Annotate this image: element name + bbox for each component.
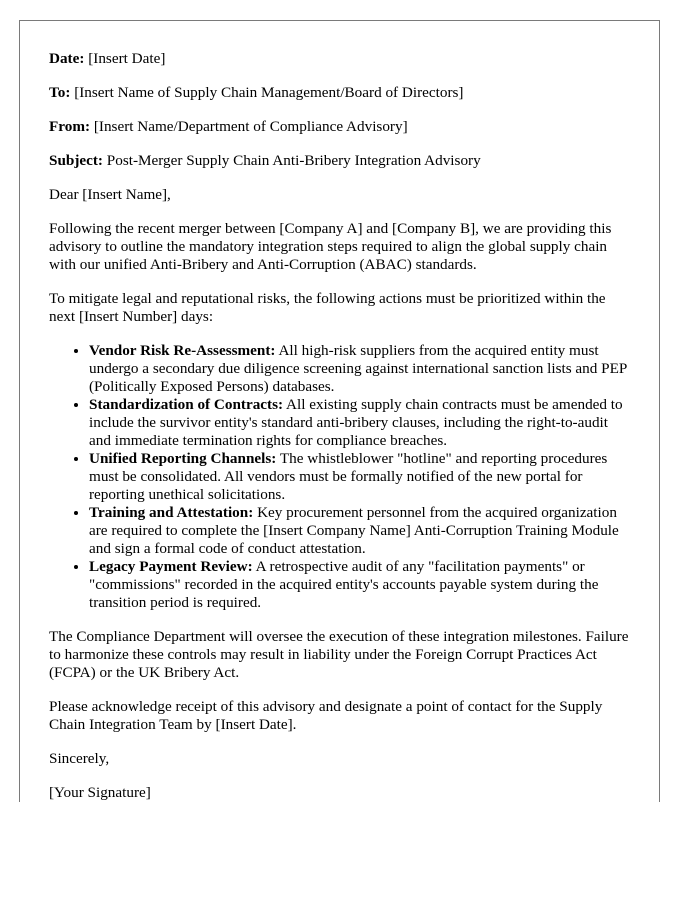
- action-title: Vendor Risk Re-Assessment:: [89, 342, 276, 359]
- subject-label: Subject:: [49, 152, 103, 169]
- salutation: Dear [Insert Name],: [49, 186, 171, 203]
- list-item: [89, 450, 630, 504]
- intro-paragraph: Following the recent merger between [Company A] and [Company B], we are providing this advisory to outline the mandatory integration steps required to align the global supply chain with our unified Anti-Bribery and Anti-Corruption (ABAC) standards.: [49, 220, 612, 273]
- from-line: [49, 118, 630, 136]
- action-title: Unified Reporting Channels:: [89, 450, 277, 467]
- to-line: [49, 84, 630, 102]
- list-item: [89, 558, 630, 612]
- action-text: All high-risk suppliers from the acquired entity must undergo a secondary due diligence screening against international sanction lists and PEP (Politically Exposed Persons) databases.: [89, 342, 627, 395]
- from-value: [Insert Name/Department of Compliance Advisory]: [93, 118, 408, 135]
- date-value: [Insert Date]: [88, 50, 166, 67]
- date-label: Date:: [49, 50, 85, 67]
- signature-line: [Your Signature]: [49, 784, 151, 801]
- date-line: [49, 50, 630, 68]
- action-title: Legacy Payment Review:: [89, 558, 253, 575]
- to-value: [Insert Name of Supply Chain Management/Board of Directors]: [74, 84, 464, 101]
- request-paragraph: Please acknowledge receipt of this advisory and designate a point of contact for the Supply Chain Integration Team by [Insert Date].: [49, 698, 603, 733]
- subject-value: Post-Merger Supply Chain Anti-Bribery Integration Advisory: [106, 152, 481, 169]
- closing: Sincerely,: [49, 750, 110, 767]
- list-item: [89, 396, 630, 450]
- action-text: All existing supply chain contracts must be amended to include the survivor entity's standard anti-bribery clauses, including the right-to-audit and immediate termination rights for compliance breaches.: [89, 396, 623, 449]
- action-text: Key procurement personnel from the acquired organization are required to complete the [Insert Company Name] Anti-Corruption Training Module and sign a formal code of conduct attestation.: [89, 504, 619, 557]
- action-text: The whistleblower "hotline" and reporting procedures must be consolidated. All vendors must be formally notified of the new portal for reporting unethical solicitations.: [89, 450, 608, 503]
- action-title: Training and Attestation:: [89, 504, 254, 521]
- list-item: [89, 342, 630, 396]
- action-text: A retrospective audit of any "facilitation payments" or "commissions" recorded in the acquired entity's accounts payable system during the transition period is required.: [89, 558, 599, 611]
- letter-page: [19, 20, 660, 802]
- list-item: [89, 504, 630, 558]
- action-list: [49, 342, 630, 612]
- from-label: From:: [49, 118, 91, 135]
- subject-line: [49, 152, 630, 170]
- oversight-paragraph: The Compliance Department will oversee the execution of these integration milestones. Failure to harmonize these controls may result in liability under the Foreign Corrupt Practices Act (FCPA) or the UK Bribery Act.: [49, 628, 629, 681]
- action-title: Standardization of Contracts:: [89, 396, 284, 413]
- lead-in-paragraph: To mitigate legal and reputational risks, the following actions must be prioritized within the next [Insert Number] days:: [49, 290, 606, 325]
- to-label: To:: [49, 84, 71, 101]
